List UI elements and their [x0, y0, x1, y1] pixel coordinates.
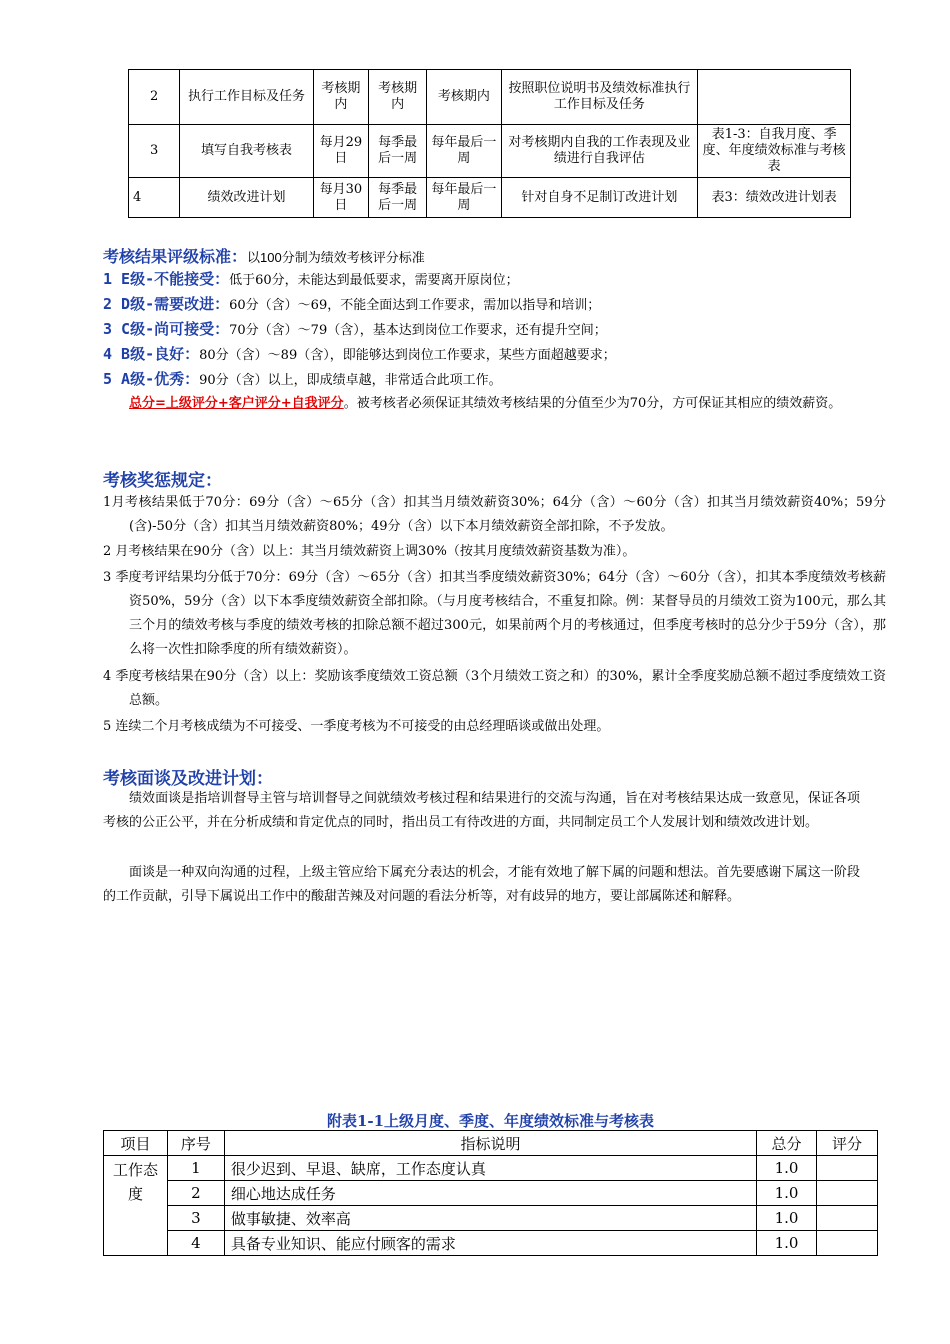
row-rating[interactable] — [817, 1156, 878, 1181]
row-reference — [698, 70, 851, 125]
monthly-time: 考核期内 — [313, 70, 368, 125]
grade-text: 60分（含）～69，不能全面达到工作要求，需加以指导和培训； — [229, 298, 601, 313]
grade-label: 1 E级-不能接受： — [103, 270, 230, 288]
yearly-time: 每年最后一周 — [427, 125, 501, 178]
total-formula: 总分=上级评分+客户评分+自我评分 — [129, 396, 344, 411]
table-row — [129, 178, 851, 218]
appendix-title: 附表1-1上级月度、季度、年度绩效标准与考核表 — [326, 1112, 655, 1130]
table-row — [104, 1156, 878, 1181]
grade-line — [103, 270, 863, 290]
grade-label: 2 D级-需要改进： — [103, 295, 230, 313]
row-description: 细心地达成任务 — [224, 1181, 756, 1206]
row-rating[interactable] — [817, 1231, 878, 1256]
table-row — [104, 1231, 878, 1256]
header-rating: 评分 — [817, 1131, 878, 1156]
grade-label: 5 A级-优秀： — [103, 370, 200, 388]
grade-line — [103, 320, 863, 340]
row-reference: 表3：绩效改进计划表 — [698, 178, 851, 218]
table-header-row — [104, 1131, 878, 1156]
monthly-time: 每月30日 — [313, 178, 368, 218]
header-total: 总分 — [757, 1131, 817, 1156]
reward-item: 4 季度考核结果在90分（含）以上：奖励该季度绩效工资总额（3个月绩效工资之和）的30%，累计全季度奖励总额不超过季度绩效工资总额。 — [103, 669, 886, 708]
table-row — [129, 125, 851, 178]
interview-title: 考核面谈及改进计划： — [103, 769, 273, 789]
quarterly-time: 考核期内 — [368, 70, 426, 125]
row-number: 3 — [129, 125, 180, 178]
row-number: 4 — [167, 1231, 224, 1256]
appendix-table — [103, 1130, 878, 1256]
reward-item: 1月考核结果低于70分：69分（含）～65分（含）扣其当月绩效薪资30%；64分（含）～60分（含）扣其当月绩效薪资40%；59分(含)-50分（含）扣其当月绩效薪资80%；49分（含）以下本月绩效薪资全部扣除，不予发放。 — [103, 495, 886, 534]
grade-line — [103, 295, 863, 315]
quarterly-time: 每季最后一周 — [368, 178, 426, 218]
row-total: 1.0 — [757, 1231, 817, 1256]
row-description: 对考核期内自我的工作表现及业绩进行自我评估 — [501, 125, 698, 178]
grade-text: 低于60分，未能达到最低要求，需要离开原岗位； — [229, 273, 519, 288]
row-item: 填写自我考核表 — [180, 125, 314, 178]
yearly-time: 每年最后一周 — [427, 178, 501, 218]
row-number: 4 — [129, 178, 180, 218]
table-row — [129, 70, 851, 125]
interview-paragraph: 绩效面谈是指培训督导主管与培训督导之间就绩效考核过程和结果进行的交流与沟通，旨在对考核结果达成一致意见，保证各项考核的公正公平，并在分析成绩和肯定优点的同时，指出员工有待改进的方面，共同制定员工个人发展计划和绩效改进计划。 — [103, 791, 860, 830]
row-total: 1.0 — [757, 1206, 817, 1231]
row-rating[interactable] — [817, 1181, 878, 1206]
row-item: 执行工作目标及任务 — [180, 70, 314, 125]
interview-paragraph: 面谈是一种双向沟通的过程，上级主管应给下属充分表达的机会，才能有效地了解下属的问题和想法。首先要感谢下属这一阶段的工作贡献，引导下属说出工作中的酸甜苦辣及对问题的看法分析等，对有歧异的地方，要让部属陈述和解释。 — [103, 865, 860, 904]
grade-label: 4 B级-良好： — [103, 345, 200, 363]
grade-text: 80分（含）～89（含），即能够达到岗位工作要求，某些方面超越要求； — [199, 348, 616, 363]
row-number: 2 — [129, 70, 180, 125]
monthly-time: 每月29日 — [313, 125, 368, 178]
row-reference: 表1-3：自我月度、季度、年度绩效标准与考核表 — [698, 125, 851, 178]
yearly-time: 考核期内 — [427, 70, 501, 125]
quarterly-time: 每季最后一周 — [368, 125, 426, 178]
table-row — [104, 1181, 878, 1206]
reward-item: 5 连续二个月考核成绩为不可接受、一季度考核为不可接受的由总经理晤谈或做出处理。 — [103, 719, 610, 734]
header-item: 项目 — [104, 1131, 168, 1156]
grade-line — [103, 345, 863, 365]
row-number: 2 — [167, 1181, 224, 1206]
group-label: 工作态度 — [104, 1156, 168, 1256]
row-number: 3 — [167, 1206, 224, 1231]
grade-label: 3 C级-尚可接受： — [103, 320, 230, 338]
row-total: 1.0 — [757, 1181, 817, 1206]
reward-item: 2 月考核结果在90分（含）以上：其当月绩效薪资上调30%（按其月度绩效薪资基数为准）。 — [103, 544, 636, 559]
row-description: 做事敏捷、效率高 — [224, 1206, 756, 1231]
process-table — [128, 69, 851, 218]
grade-line — [103, 370, 863, 390]
row-description: 按照职位说明书及绩效标准执行工作目标及任务 — [501, 70, 698, 125]
row-rating[interactable] — [817, 1206, 878, 1231]
row-description: 很少迟到、早退、缺席，工作态度认真 — [224, 1156, 756, 1181]
row-item: 绩效改进计划 — [180, 178, 314, 218]
rewards-title: 考核奖惩规定： — [103, 471, 222, 491]
grading-title: 考核结果评级标准： — [103, 247, 248, 266]
reward-item: 3 季度考评结果均分低于70分：69分（含）～65分（含）扣其当季度绩效薪资30%；64分（含）～60分（含），扣其本季度绩效考核薪资50%，59分（含）以下本季度绩效薪资全部扣除。（与月度考核结合，不重复扣除。例：某督导员的月绩效工资为100元，那么其三个月的绩效考核与季度的绩效考核的扣除总额不超过300元，如果前两个月的考核通过，但季度考核时的总分少于59分（含），那么将一次性扣除季度的所有绩效薪资）。 — [103, 570, 886, 657]
grade-text: 90分（含）以上，即成绩卓越，非常适合此项工作。 — [199, 373, 502, 388]
row-description: 具备专业知识、能应付顾客的需求 — [224, 1231, 756, 1256]
row-total: 1.0 — [757, 1156, 817, 1181]
grading-subtitle: 以100分制为绩效考核评分标准 — [247, 250, 425, 265]
header-indicator: 指标说明 — [224, 1131, 756, 1156]
grade-text: 70分（含）～79（含），基本达到岗位工作要求，还有提升空间； — [229, 323, 607, 338]
row-description: 针对自身不足制订改进计划 — [501, 178, 698, 218]
total-score-note — [103, 392, 860, 416]
table-row — [104, 1206, 878, 1231]
total-note: 。被考核者必须保证其绩效考核结果的分值至少为70分，方可保证其相应的绩效薪资。 — [343, 396, 842, 411]
grading-section — [103, 244, 425, 267]
header-number: 序号 — [167, 1131, 224, 1156]
row-number: 1 — [167, 1156, 224, 1181]
